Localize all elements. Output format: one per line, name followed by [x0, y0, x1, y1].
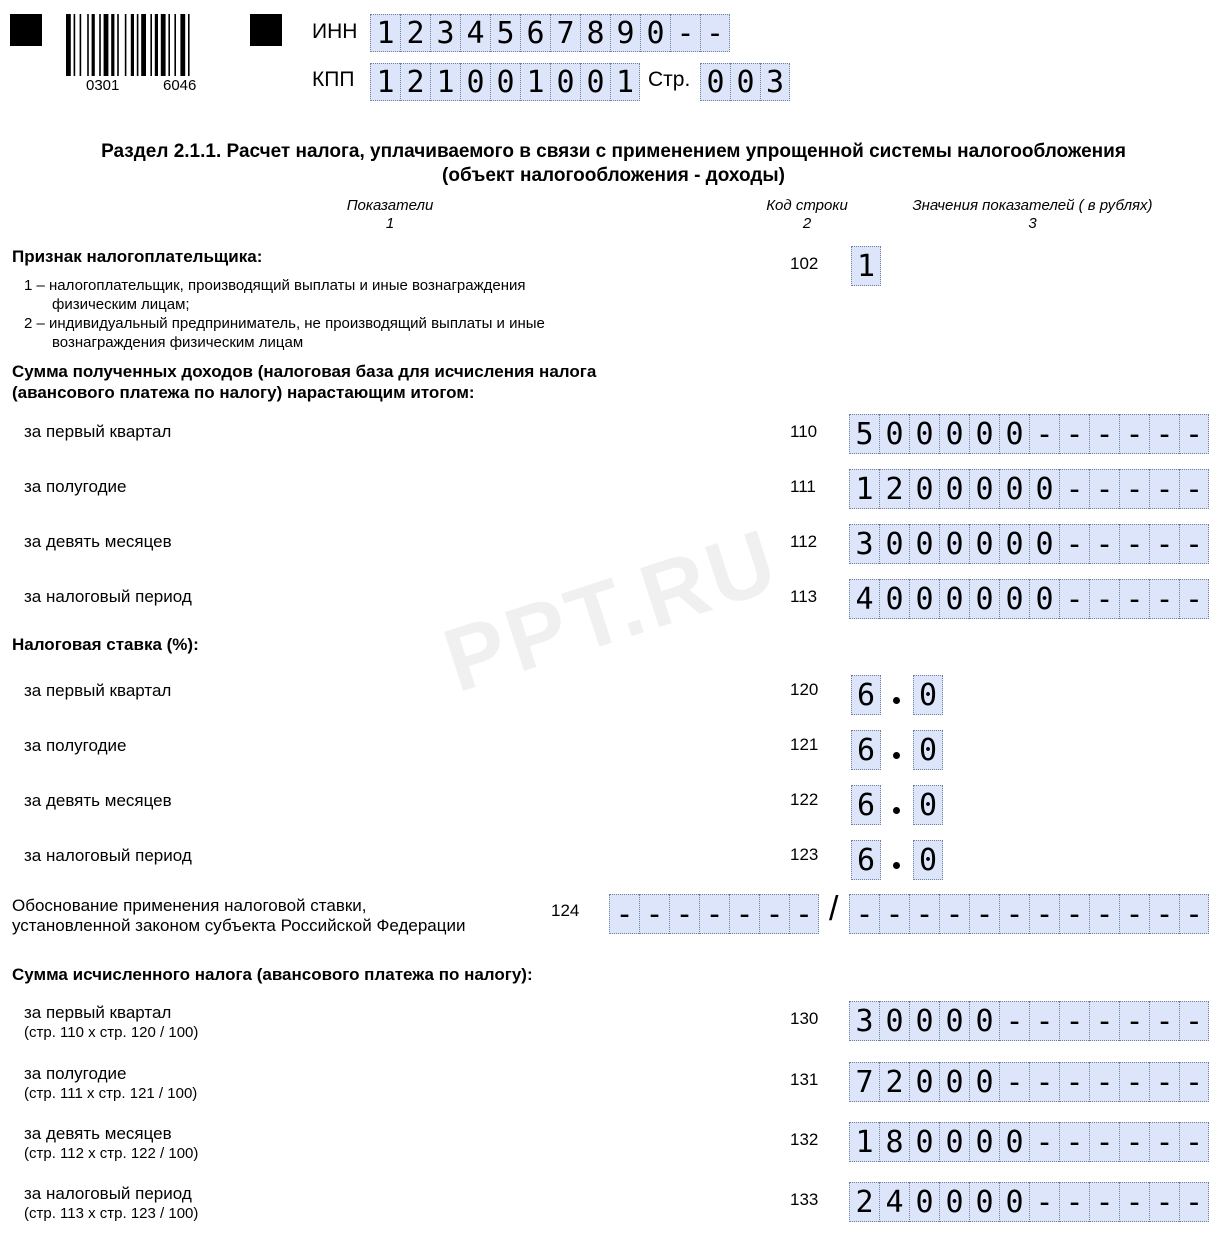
cell: 1 — [849, 1122, 879, 1162]
col-header-values-num: 3 — [1028, 215, 1037, 232]
cell: 0 — [969, 1182, 999, 1222]
cell: - — [1059, 1122, 1089, 1162]
cell: - — [909, 894, 939, 934]
cell: - — [1179, 469, 1209, 509]
cell: 7 — [849, 1062, 879, 1102]
cell: - — [1089, 524, 1119, 564]
cell: 0 — [913, 840, 943, 880]
cell: 1 — [849, 469, 879, 509]
cell: - — [1059, 524, 1089, 564]
cell: - — [1119, 1001, 1149, 1041]
cell: 8 — [879, 1122, 909, 1162]
cell: 1 — [851, 246, 881, 286]
cell: - — [1179, 524, 1209, 564]
rate-integer-field[interactable] — [851, 730, 881, 770]
tax-heading: Сумма исчисленного налога (авансового платежа по налогу): — [12, 965, 533, 984]
tax-value-field[interactable] — [849, 1182, 1209, 1222]
cell: - — [1059, 1001, 1089, 1041]
cell: 9 — [610, 14, 640, 52]
cell: 0 — [879, 524, 909, 564]
cell: - — [1029, 894, 1059, 934]
cell: 0 — [999, 524, 1029, 564]
cell: 2 — [879, 1062, 909, 1102]
cell: 0 — [640, 14, 670, 52]
cell: 2 — [879, 469, 909, 509]
cell: 0 — [939, 579, 969, 619]
cell: - — [1179, 579, 1209, 619]
rate-basis-label — [12, 896, 465, 936]
cell: 0 — [999, 469, 1029, 509]
cell: 0 — [909, 469, 939, 509]
cell: 0 — [580, 63, 610, 101]
col-header-code-label: Код строки — [766, 197, 848, 214]
cell: 7 — [550, 14, 580, 52]
cell: - — [1029, 1182, 1059, 1222]
cell: - — [999, 894, 1029, 934]
rate-row-label: за первый квартал — [24, 681, 172, 700]
cell: 0 — [909, 1122, 939, 1162]
cell: - — [639, 894, 669, 934]
cell: 0 — [879, 579, 909, 619]
tax-value-field[interactable] — [849, 1122, 1209, 1162]
cell: 0 — [1029, 469, 1059, 509]
cell: 2 — [400, 14, 430, 52]
cell: - — [1119, 894, 1149, 934]
cell: 0 — [909, 1062, 939, 1102]
tax-row-title: за девять месяцев — [24, 1124, 172, 1143]
cell: - — [1149, 579, 1179, 619]
cell: - — [1089, 469, 1119, 509]
cell: - — [1119, 1182, 1149, 1222]
tax-row-label — [24, 1003, 198, 1043]
line-code-124: 124 — [551, 901, 580, 920]
cell: 0 — [913, 675, 943, 715]
cell: 0 — [460, 63, 490, 101]
col-header-code-num: 2 — [802, 215, 812, 232]
cell: - — [1119, 414, 1149, 454]
income-row-label: за первый квартал — [24, 422, 172, 441]
cell: - — [1149, 469, 1179, 509]
cell: 4 — [849, 579, 879, 619]
income-heading — [12, 361, 596, 403]
cell: - — [1059, 894, 1089, 934]
inn-field[interactable] — [370, 14, 730, 52]
cell: - — [1029, 1062, 1059, 1102]
cell: 1 — [370, 63, 400, 101]
decimal-point — [893, 862, 900, 869]
tax-row-formula: (стр. 113 х стр. 123 / 100) — [24, 1205, 199, 1222]
cell: - — [609, 894, 639, 934]
cell: 0 — [939, 1122, 969, 1162]
cell: - — [939, 894, 969, 934]
section-title-line1: Раздел 2.1.1. Расчет налога, уплачиваемого в связи с применением упрощенной системы налогообложения — [101, 141, 1126, 162]
tax-row-formula: (стр. 110 х стр. 120 / 100) — [24, 1024, 199, 1041]
inn-label: ИНН — [312, 20, 358, 43]
cell: 0 — [939, 1062, 969, 1102]
decimal-point — [893, 697, 900, 704]
cell: - — [700, 14, 730, 52]
rate-decimal-field[interactable] — [913, 785, 943, 825]
tax-value-field[interactable] — [849, 1062, 1209, 1102]
page-number-field[interactable] — [700, 63, 790, 101]
cell: - — [1179, 414, 1209, 454]
income-value-field[interactable] — [849, 524, 1209, 564]
tax-row-formula: (стр. 112 х стр. 122 / 100) — [24, 1145, 199, 1162]
income-heading-line2: (авансового платежа по налогу) нарастающим итогом: — [12, 383, 475, 402]
line-code-110: 110 — [790, 422, 818, 441]
cell: - — [1149, 1122, 1179, 1162]
rate-decimal-field[interactable] — [913, 675, 943, 715]
cell: 0 — [913, 730, 943, 770]
cell: - — [1029, 1001, 1059, 1041]
barcode-number-left: 0301 — [86, 77, 120, 94]
cell: 0 — [909, 1001, 939, 1041]
cell: 0 — [969, 414, 999, 454]
cell: 0 — [1029, 524, 1059, 564]
line-code-102: 102 — [790, 254, 819, 273]
cell: - — [1179, 1062, 1209, 1102]
cell: 0 — [939, 524, 969, 564]
rate-decimal-field[interactable] — [913, 840, 943, 880]
income-heading-line1: Сумма полученных доходов (налоговая база для исчисления налога — [12, 362, 597, 381]
cell: - — [1119, 469, 1149, 509]
cell: 0 — [700, 63, 730, 101]
cell: 8 — [580, 14, 610, 52]
line-code-131: 131 — [790, 1070, 819, 1089]
rate-integer-field[interactable] — [851, 785, 881, 825]
tax-row-label — [24, 1064, 197, 1104]
taxpayer-sign-field[interactable] — [851, 246, 881, 286]
cell: 4 — [879, 1182, 909, 1222]
cell: 0 — [999, 1122, 1029, 1162]
col-header-values-label: Значения показателей ( в рублях) — [912, 197, 1153, 214]
cell: - — [1149, 414, 1179, 454]
cell: - — [969, 894, 999, 934]
taxpayer-option-2-line2: вознаграждения физическим лицам — [52, 334, 304, 351]
cell: - — [1059, 414, 1089, 454]
cell: - — [759, 894, 789, 934]
cell: 0 — [909, 524, 939, 564]
decimal-point — [893, 807, 900, 814]
cell: 2 — [400, 63, 430, 101]
rate-row-label: за полугодие — [24, 736, 127, 755]
cell: 6 — [851, 840, 881, 880]
cell: 0 — [999, 579, 1029, 619]
rate-decimal-field[interactable] — [913, 730, 943, 770]
cell: - — [1089, 414, 1119, 454]
cell: 0 — [969, 1001, 999, 1041]
taxpayer-option-2-line1: 2 – индивидуальный предприниматель, не производящий выплаты и иные — [24, 315, 545, 332]
income-value-field[interactable] — [849, 414, 1209, 454]
col-header-code — [742, 197, 872, 233]
cell: - — [670, 14, 700, 52]
cell: 3 — [760, 63, 790, 101]
taxpayer-option-1-line2: физическим лицам; — [52, 296, 190, 313]
kpp-field[interactable] — [370, 63, 640, 101]
cell: 2 — [849, 1182, 879, 1222]
line-code-123: 123 — [790, 845, 819, 864]
rate-basis-field-left[interactable] — [609, 894, 819, 934]
col-header-values — [880, 197, 1185, 233]
corner-marker-right — [250, 14, 282, 46]
income-row-label: за полугодие — [24, 477, 127, 496]
cell: - — [999, 1001, 1029, 1041]
cell: - — [1149, 894, 1179, 934]
corner-marker-left — [10, 14, 42, 46]
tax-row-label — [24, 1184, 198, 1224]
income-value-field[interactable] — [849, 579, 1209, 619]
line-code-111: 111 — [790, 477, 816, 496]
cell: 1 — [370, 14, 400, 52]
cell: - — [729, 894, 759, 934]
cell: 0 — [999, 1182, 1029, 1222]
cell: 3 — [430, 14, 460, 52]
barcode-number-right: 6046 — [163, 77, 197, 94]
rate-row-label: за девять месяцев — [24, 791, 172, 810]
cell: 1 — [430, 63, 460, 101]
cell: 0 — [909, 579, 939, 619]
cell: - — [1119, 579, 1149, 619]
cell: 1 — [520, 63, 550, 101]
cell: 3 — [849, 524, 879, 564]
cell: 3 — [849, 1001, 879, 1041]
cell: 6 — [851, 730, 881, 770]
cell: - — [1089, 894, 1119, 934]
line-code-121: 121 — [790, 735, 819, 754]
line-code-112: 112 — [790, 532, 818, 551]
cell: - — [1179, 1122, 1209, 1162]
cell: - — [1089, 1182, 1119, 1222]
cell: - — [1149, 1182, 1179, 1222]
rate-integer-field[interactable] — [851, 840, 881, 880]
cell: - — [1059, 1062, 1089, 1102]
cell: - — [1119, 1122, 1149, 1162]
tax-row-title: за налоговый период — [24, 1184, 192, 1203]
cell: - — [1119, 524, 1149, 564]
cell: 0 — [969, 469, 999, 509]
line-code-132: 132 — [790, 1130, 819, 1149]
taxpayer-option-1 — [24, 276, 526, 314]
cell: 6 — [851, 785, 881, 825]
cell: - — [1089, 1122, 1119, 1162]
cell: 0 — [730, 63, 760, 101]
tax-value-field[interactable] — [849, 1001, 1209, 1041]
cell: 6 — [851, 675, 881, 715]
barcode — [66, 14, 226, 76]
cell: - — [669, 894, 699, 934]
cell: 0 — [909, 1182, 939, 1222]
cell: - — [1179, 1001, 1209, 1041]
cell: 0 — [913, 785, 943, 825]
cell: 0 — [939, 414, 969, 454]
cell: - — [1059, 1182, 1089, 1222]
cell: - — [1149, 524, 1179, 564]
cell: 0 — [969, 1122, 999, 1162]
cell: 0 — [939, 1182, 969, 1222]
rate-integer-field[interactable] — [851, 675, 881, 715]
taxpayer-option-2 — [24, 314, 545, 352]
cell: - — [1179, 1182, 1209, 1222]
line-code-120: 120 — [790, 680, 819, 699]
line-code-130: 130 — [790, 1009, 819, 1028]
cell: - — [1089, 579, 1119, 619]
cell: 0 — [969, 524, 999, 564]
cell: - — [699, 894, 729, 934]
cell: - — [1089, 1001, 1119, 1041]
cell: 5 — [849, 414, 879, 454]
tax-row-formula: (стр. 111 х стр. 121 / 100) — [24, 1085, 198, 1102]
rate-basis-line2: установленной законом субъекта Российской Федерации — [12, 916, 466, 935]
line-code-122: 122 — [790, 790, 819, 809]
cell: 0 — [879, 1001, 909, 1041]
cell: 0 — [999, 414, 1029, 454]
col-header-indicators — [290, 197, 490, 233]
income-value-field[interactable] — [849, 469, 1209, 509]
cell: 0 — [879, 414, 909, 454]
cell: 4 — [460, 14, 490, 52]
cell: 0 — [939, 1001, 969, 1041]
col-header-indicators-num: 1 — [385, 215, 395, 232]
cell: - — [1029, 1122, 1059, 1162]
income-row-label: за налоговый период — [24, 587, 192, 606]
rate-basis-slash: / — [829, 890, 839, 928]
section-title-line2: (объект налогообложения - доходы) — [442, 165, 785, 186]
rate-heading: Налоговая ставка (%): — [12, 635, 199, 654]
cell: 0 — [939, 469, 969, 509]
line-code-133: 133 — [790, 1190, 819, 1209]
cell: - — [1059, 469, 1089, 509]
cell: - — [1059, 579, 1089, 619]
cell: 5 — [490, 14, 520, 52]
cell: - — [1149, 1062, 1179, 1102]
income-row-label: за девять месяцев — [24, 532, 172, 551]
kpp-label: КПП — [312, 68, 355, 91]
cell: - — [789, 894, 819, 934]
cell: 0 — [969, 1062, 999, 1102]
cell: 0 — [909, 414, 939, 454]
cell: - — [1089, 1062, 1119, 1102]
taxpayer-heading: Признак налогоплательщика: — [12, 247, 263, 266]
page-label: Стр. — [648, 68, 691, 91]
cell: - — [1179, 894, 1209, 934]
cell: 0 — [969, 579, 999, 619]
rate-row-label: за налоговый период — [24, 846, 192, 865]
cell: - — [1029, 414, 1059, 454]
watermark: PPT.RU — [432, 510, 791, 712]
tax-row-label — [24, 1124, 198, 1164]
rate-basis-field-right[interactable] — [849, 894, 1209, 934]
taxpayer-option-1-line1: 1 – налогоплательщик, производящий выплаты и иные вознаграждения — [24, 277, 526, 294]
tax-row-title: за полугодие — [24, 1064, 127, 1083]
tax-row-title: за первый квартал — [24, 1003, 172, 1022]
cell: - — [999, 1062, 1029, 1102]
cell: 0 — [550, 63, 580, 101]
decimal-point — [893, 752, 900, 759]
cell: 0 — [1029, 579, 1059, 619]
rate-basis-line1: Обоснование применения налоговой ставки, — [12, 896, 367, 915]
cell: 0 — [490, 63, 520, 101]
cell: 1 — [610, 63, 640, 101]
cell: - — [879, 894, 909, 934]
cell: - — [849, 894, 879, 934]
cell: - — [1119, 1062, 1149, 1102]
col-header-indicators-label: Показатели — [346, 197, 434, 214]
cell: 6 — [520, 14, 550, 52]
cell: - — [1149, 1001, 1179, 1041]
line-code-113: 113 — [790, 587, 818, 606]
